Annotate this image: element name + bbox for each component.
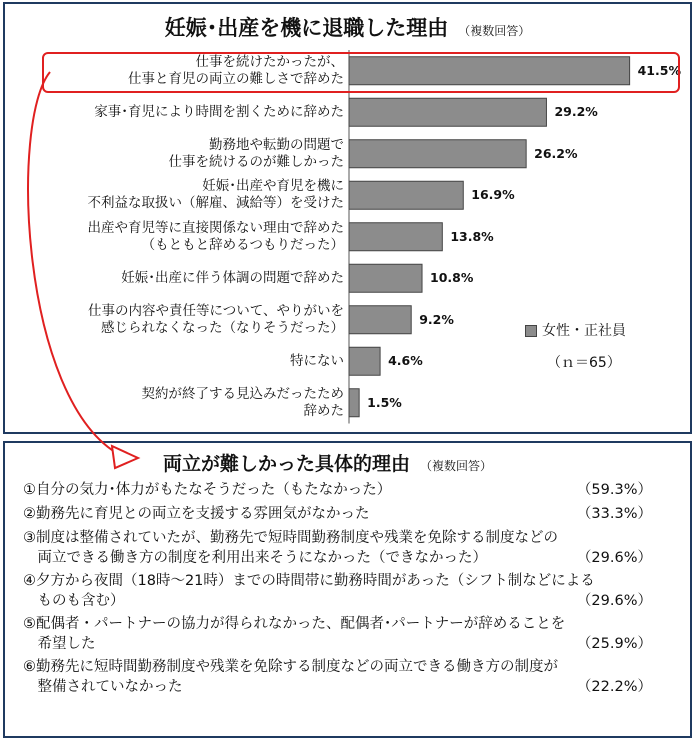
reason-text-line: ④夕方から夜間（18時～21時）までの時間帯に勤務時間があった（シフト制などによる bbox=[23, 573, 595, 589]
bar bbox=[349, 223, 442, 251]
bar bbox=[349, 181, 463, 209]
category-label-line: 辞めた bbox=[303, 402, 344, 419]
value-label: 1.5% bbox=[367, 394, 402, 410]
value-label: 41.5% bbox=[637, 62, 681, 78]
reason-text-line: ものも含む） bbox=[23, 593, 125, 609]
chart-title-note: （複数回答） bbox=[458, 24, 531, 38]
reason-text-line: 希望した bbox=[23, 636, 96, 652]
reasons-title bbox=[163, 449, 492, 476]
value-label: 4.6% bbox=[388, 353, 423, 369]
reason-text-line: 整備されていなかった bbox=[23, 679, 183, 695]
category-label-line: （もともと辞めるつもりだった） bbox=[141, 236, 344, 253]
reason-item bbox=[23, 571, 678, 611]
reason-item bbox=[23, 614, 678, 654]
chart-title-text: 妊娠･出産を機に退職した理由 bbox=[164, 16, 449, 40]
reason-text-line: ②勤務先に育児との両立を支援する雰囲気がなかった bbox=[23, 506, 370, 522]
category-label-line: 仕事を続けたかったが、 bbox=[195, 53, 344, 70]
category-label-line: 家事･育児により時間を割くために辞めた bbox=[94, 103, 344, 120]
legend-label: 女性・正社員 bbox=[542, 323, 626, 339]
bar bbox=[349, 389, 359, 417]
reason-percent: （29.6%） bbox=[576, 593, 652, 609]
category-label-line: 感じられなくなった（なりそうだった） bbox=[101, 319, 344, 336]
legend-swatch bbox=[525, 325, 537, 337]
reasons-panel bbox=[3, 441, 692, 738]
reasons-title-note: （複数回答） bbox=[420, 459, 493, 473]
reason-item bbox=[23, 504, 678, 524]
category-label-line: 仕事と育児の両立の難しさで辞めた bbox=[128, 70, 344, 87]
reason-text-line: ①自分の気力･体力がもたなそうだった（もたなかった） bbox=[23, 482, 392, 498]
bar bbox=[349, 264, 422, 292]
value-label: 29.2% bbox=[554, 104, 598, 120]
category-label-line: 出産や育児等に直接関係ない理由で辞めた bbox=[87, 219, 344, 236]
reason-item bbox=[23, 528, 678, 568]
reason-percent: （29.6%） bbox=[576, 550, 652, 566]
chart-panel bbox=[3, 2, 692, 434]
value-label: 26.2% bbox=[534, 145, 578, 161]
reasons-title-text: 両立が難しかった具体的理由 bbox=[163, 453, 411, 475]
category-label-line: 不利益な取扱い（解雇、減給等）を受けた bbox=[87, 195, 344, 212]
reason-percent: （59.3%） bbox=[576, 482, 652, 498]
legend-note: （ｎ＝65） bbox=[547, 355, 621, 371]
value-label: 13.8% bbox=[450, 228, 494, 244]
value-label: 9.2% bbox=[419, 311, 454, 327]
category-label-line: 妊娠･出産に伴う体調の問題で辞めた bbox=[121, 269, 344, 286]
reason-percent: （33.3%） bbox=[576, 506, 652, 522]
bar bbox=[349, 306, 411, 334]
category-label-line: 仕事を続けるのが難しかった bbox=[168, 153, 344, 170]
bar bbox=[349, 140, 526, 168]
category-label-line: 契約が終了する見込みだったため bbox=[141, 385, 344, 402]
bar bbox=[349, 98, 546, 126]
category-label-line: 特にない bbox=[290, 352, 344, 369]
category-label-line: 仕事の内容や責任等について、やりがいを bbox=[88, 302, 344, 319]
legend bbox=[525, 320, 626, 372]
reason-text-line: 両立できる働き方の制度を利用出来そうになかった（できなかった） bbox=[23, 550, 487, 566]
category-label-line: 勤務地や転勤の問題で bbox=[209, 136, 344, 153]
reason-text-line: ⑥勤務先に短時間勤務制度や残業を免除する制度などの両立できる働き方の制度が bbox=[23, 659, 558, 675]
reason-percent: （25.9%） bbox=[576, 636, 652, 652]
reason-text-line: ③制度は整備されていたが、勤務先で短時間勤務制度や残業を免除する制度などの bbox=[23, 530, 558, 546]
category-label-line: 妊娠･出産や育児を機に bbox=[202, 178, 344, 195]
reason-percent: （22.2%） bbox=[576, 679, 652, 695]
value-label: 10.8% bbox=[430, 270, 474, 286]
reason-item bbox=[23, 657, 678, 697]
reason-item bbox=[23, 480, 678, 500]
value-label: 16.9% bbox=[471, 187, 515, 203]
reason-text-line: ⑤配偶者・パートナーの協力が得られなかった、配偶者･パートナーが辞めることを bbox=[23, 616, 566, 632]
bar bbox=[349, 347, 380, 375]
bar bbox=[349, 57, 630, 85]
